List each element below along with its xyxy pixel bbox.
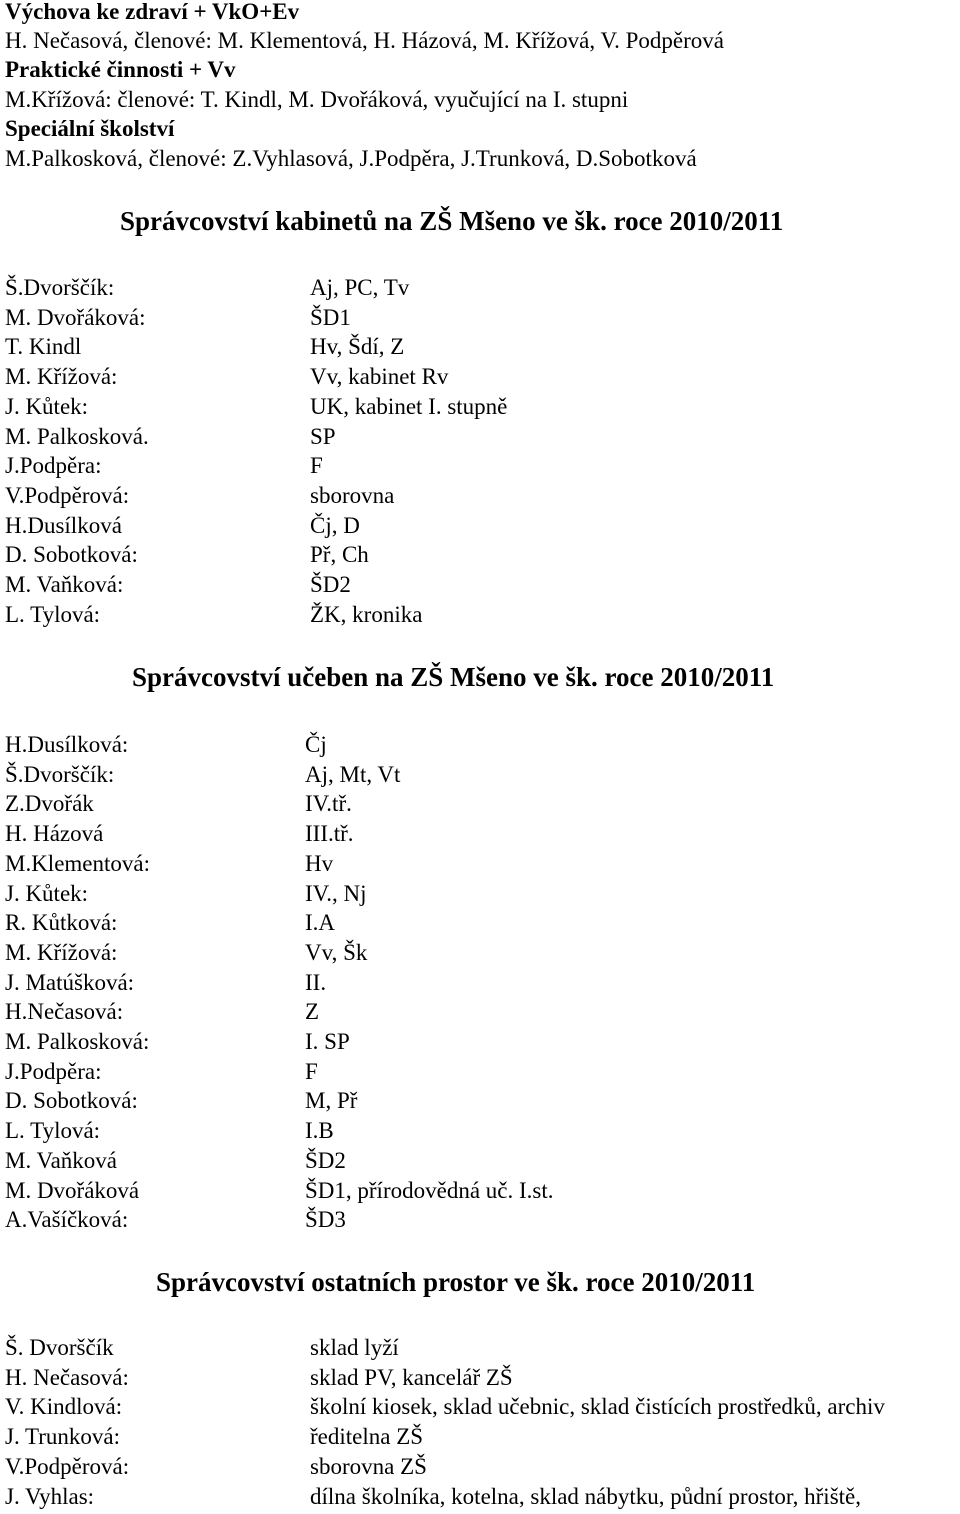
assignment-row xyxy=(5,819,960,849)
assignment-row xyxy=(5,849,960,879)
assigned-room: Hv xyxy=(305,850,334,876)
assigned-room: školní kiosek, sklad učebnic, sklad čistících prostředků, archiv xyxy=(310,1394,885,1420)
person-name: H.Nečasová: xyxy=(5,999,124,1025)
person-name: Š.Dvorščík: xyxy=(5,761,115,787)
assignment-row xyxy=(5,1333,960,1363)
person-name: M. Palkosková. xyxy=(5,423,149,449)
section-title-classrooms: Správcovství učeben na ZŠ Mšeno ve šk. roce 2010/2011 xyxy=(132,662,775,692)
assigned-room: IV., Nj xyxy=(305,880,367,906)
assigned-room: ŽK, kronika xyxy=(310,601,423,627)
assignment-row xyxy=(5,789,960,819)
assignment-row xyxy=(5,1452,960,1482)
person-name: M. Palkosková: xyxy=(5,1029,150,1054)
assigned-room: ŠD1 xyxy=(310,304,351,330)
person-name: Š.Dvorščík: xyxy=(5,275,115,300)
assignment-row xyxy=(5,908,960,938)
assigned-room: Aj, Mt, Vt xyxy=(305,761,401,787)
assigned-room: sborovna xyxy=(310,482,395,508)
person-name: L. Tylová: xyxy=(5,601,101,627)
assigned-room: ŠD2 xyxy=(310,572,351,597)
assignment-row xyxy=(5,1086,960,1116)
assigned-room: SP xyxy=(310,423,336,449)
assigned-room: I. SP xyxy=(305,1029,350,1054)
assigned-room: Čj xyxy=(305,732,327,757)
assignment-row xyxy=(5,1027,960,1057)
assignment-row xyxy=(5,1422,960,1452)
person-name: D. Sobotková: xyxy=(5,542,138,568)
assignment-row xyxy=(5,540,960,570)
assigned-room: Aj, PC, Tv xyxy=(310,275,410,300)
assigned-room: II. xyxy=(305,969,327,995)
assigned-room: IV.tř. xyxy=(305,791,352,817)
assignment-row xyxy=(5,422,960,452)
assigned-room: sborovna ZŠ xyxy=(310,1453,427,1479)
person-name: A.Vašíčková: xyxy=(5,1207,129,1233)
person-name: M. Vaňková: xyxy=(5,572,124,597)
assigned-room: III.tř. xyxy=(305,821,354,847)
person-name: J. Kůtek: xyxy=(5,880,89,906)
assigned-room: ředitelna ZŠ xyxy=(310,1424,424,1450)
section-title-other-spaces: Správcovství ostatních prostor ve šk. roce 2010/2011 xyxy=(156,1267,756,1297)
intro-heading: Výchova ke zdraví + VkO+Ev xyxy=(5,0,300,24)
assignment-row xyxy=(5,879,960,909)
person-name: T. Kindl xyxy=(5,334,82,360)
assignment-row xyxy=(5,1205,960,1235)
person-name: R. Kůtková: xyxy=(5,910,118,936)
person-name: Z.Dvořák xyxy=(5,791,94,817)
person-name: M. Dvořáková xyxy=(5,1177,140,1203)
person-name: H.Dusílková: xyxy=(5,732,129,757)
person-name: L. Tylová: xyxy=(5,1118,101,1144)
assigned-room: ŠD1, přírodovědná uč. I.st. xyxy=(305,1177,554,1203)
assigned-room: dílna školníka, kotelna, sklad nábytku, půdní prostor, hřiště, xyxy=(310,1483,862,1509)
intro-heading: Speciální školství xyxy=(5,116,175,141)
person-name: M. Křížová: xyxy=(5,939,118,965)
assignment-row xyxy=(5,968,960,998)
assignment-row xyxy=(5,1392,960,1422)
assigned-room: Vv, Šk xyxy=(305,939,368,965)
person-name: J. Trunková: xyxy=(5,1424,121,1450)
assigned-room: M, Př xyxy=(305,1088,358,1114)
assignment-row xyxy=(5,997,960,1027)
assignment-row xyxy=(5,1176,960,1206)
assigned-room: Př, Ch xyxy=(310,542,369,568)
person-name: J. Vyhlas: xyxy=(5,1483,95,1509)
person-name: Š. Dvorščík xyxy=(5,1335,114,1360)
assignment-row xyxy=(5,451,960,481)
assignment-row xyxy=(5,570,960,600)
assigned-room: ŠD2 xyxy=(305,1147,346,1173)
assignment-row xyxy=(5,1363,960,1393)
assigned-room: I.A xyxy=(305,910,336,936)
intro-line: H. Nečasová, členové: M. Klementová, H. Házová, M. Křížová, V. Podpěrová xyxy=(5,28,724,53)
person-name: M. Dvořáková: xyxy=(5,304,146,330)
person-name: M. Křížová: xyxy=(5,364,118,390)
assigned-room: UK, kabinet I. stupně xyxy=(310,393,508,419)
person-name: H.Dusílková xyxy=(5,512,122,538)
person-name: D. Sobotková: xyxy=(5,1088,138,1114)
assignment-row xyxy=(5,1116,960,1146)
assignment-row xyxy=(5,760,960,790)
person-name: M. Vaňková xyxy=(5,1147,118,1173)
assignment-row xyxy=(5,600,960,630)
assignment-row xyxy=(5,362,960,392)
assigned-room: Hv, Šdí, Z xyxy=(310,334,405,360)
assigned-room: Vv, kabinet Rv xyxy=(310,364,449,390)
assigned-room: F xyxy=(310,453,323,479)
assigned-room: Z xyxy=(305,999,320,1025)
person-name: J. Kůtek: xyxy=(5,393,89,419)
assignment-row xyxy=(5,938,960,968)
assigned-room: F xyxy=(305,1058,318,1084)
person-name: V.Podpěrová: xyxy=(5,482,130,508)
intro-line: M.Palkosková, členové: Z.Vyhlasová, J.Podpěra, J.Trunková, D.Sobotková xyxy=(5,146,697,171)
assigned-room: ŠD3 xyxy=(305,1207,346,1233)
assigned-room: I.B xyxy=(305,1118,334,1144)
assignment-row xyxy=(5,481,960,511)
person-name: H. Nečasová: xyxy=(5,1364,129,1390)
assignment-row xyxy=(5,511,960,541)
assignment-row xyxy=(5,392,960,422)
assigned-room: sklad PV, kancelář ZŠ xyxy=(310,1364,513,1390)
assignment-row xyxy=(5,730,960,760)
assignment-row xyxy=(5,303,960,333)
section-title-cabinets: Správcovství kabinetů na ZŠ Mšeno ve šk. roce 2010/2011 xyxy=(120,206,784,236)
assignment-row xyxy=(5,1057,960,1087)
person-name: J.Podpěra: xyxy=(5,1058,102,1084)
assigned-room: sklad lyží xyxy=(310,1335,399,1360)
assigned-room: Čj, D xyxy=(310,512,360,538)
intro-line: M.Křížová: členové: T. Kindl, M. Dvořáková, vyučující na I. stupni xyxy=(5,87,629,112)
person-name: V. Kindlová: xyxy=(5,1394,123,1420)
assignment-row xyxy=(5,1146,960,1176)
person-name: M.Klementová: xyxy=(5,850,150,876)
person-name: J.Podpěra: xyxy=(5,453,102,479)
intro-heading: Praktické činnosti + Vv xyxy=(5,57,236,82)
person-name: V.Podpěrová: xyxy=(5,1453,130,1479)
person-name: H. Házová xyxy=(5,821,104,847)
assignment-row xyxy=(5,1482,960,1512)
assignment-row xyxy=(5,332,960,362)
person-name: J. Matúšková: xyxy=(5,969,135,995)
assignment-row xyxy=(5,273,960,303)
